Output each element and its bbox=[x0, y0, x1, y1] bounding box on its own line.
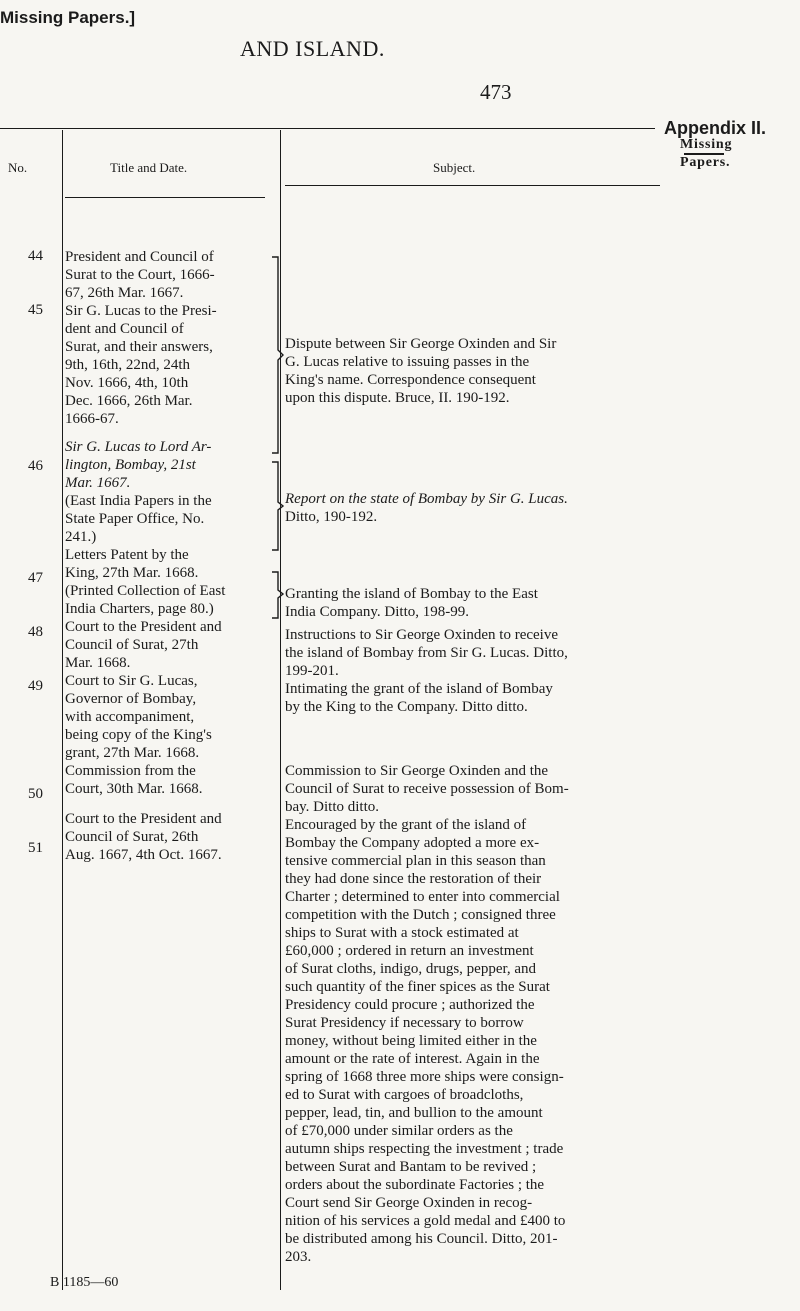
subject-line: 199-201. bbox=[285, 663, 339, 679]
subject-line: Dispute between Sir George Oxinden and Sir bbox=[285, 336, 557, 352]
subject-line: Intimating the grant of the island of Bombay bbox=[285, 681, 553, 697]
title-date-column bbox=[65, 248, 280, 864]
subject-line: spring of 1668 three more ships were consign- bbox=[285, 1069, 564, 1085]
print-signature: B 1185—60 bbox=[50, 1275, 119, 1290]
table-top-rule bbox=[0, 128, 655, 129]
title-line: being copy of the King's bbox=[65, 727, 212, 743]
title-line: Council of Surat, 26th bbox=[65, 829, 199, 845]
entry-number-51: 51 bbox=[28, 840, 43, 856]
subject-line: money, without being limited either in the bbox=[285, 1033, 537, 1049]
subject-line: Commission to Sir George Oxinden and the bbox=[285, 763, 549, 779]
subject-line: Instructions to Sir George Oxinden to receive bbox=[285, 627, 558, 643]
title-line: 241.) bbox=[65, 529, 97, 545]
title-line: King, 27th Mar. 1668. bbox=[65, 565, 199, 581]
title-line: Sir G. Lucas to the Presi- bbox=[65, 303, 217, 319]
entry-number-45: 45 bbox=[28, 302, 43, 318]
section-label-line1: Missing bbox=[680, 137, 733, 152]
subject-line: pepper, lead, tin, and bullion to the amount bbox=[285, 1105, 543, 1121]
title-line: Mar. 1668. bbox=[65, 655, 131, 671]
subject-line: 203. bbox=[285, 1249, 312, 1265]
brace-group-a bbox=[270, 255, 286, 455]
title-line: grant, 27th Mar. 1668. bbox=[65, 745, 200, 761]
section-label-line2: Papers. bbox=[680, 155, 731, 170]
brace-group-c bbox=[270, 570, 286, 620]
brace-group-b bbox=[270, 460, 286, 552]
subject-line: the island of Bombay from Sir G. Lucas. Ditto, bbox=[285, 645, 568, 661]
subject-line: Granting the island of Bombay to the East bbox=[285, 586, 538, 602]
title-line: (East India Papers in the bbox=[65, 493, 212, 509]
title-line: Nov. 1666, 4th, 10th bbox=[65, 375, 189, 391]
running-header-title: AND ISLAND. bbox=[240, 36, 385, 61]
subject-line: ships to Surat with a stock estimated at bbox=[285, 925, 519, 941]
page-number: 473 bbox=[480, 80, 512, 104]
title-line: dent and Council of bbox=[65, 321, 184, 337]
appendix-label: Appendix II. bbox=[664, 118, 767, 138]
subject-entry-50 bbox=[285, 762, 569, 816]
subject-line: by the King to the Company. Ditto ditto. bbox=[285, 699, 528, 715]
entry-number-50: 50 bbox=[28, 786, 43, 802]
title-line: President and Council of bbox=[65, 249, 214, 265]
title-line: Mar. 1667. bbox=[65, 475, 131, 491]
subject-line: amount or the rate of interest. Again in the bbox=[285, 1051, 540, 1067]
subject-line: £60,000 ; ordered in return an investment bbox=[285, 943, 534, 959]
subject-line: India Company. Ditto, 198-99. bbox=[285, 604, 470, 620]
subject-line: G. Lucas relative to issuing passes in the bbox=[285, 354, 530, 370]
entry-number-48: 48 bbox=[28, 624, 43, 640]
subject-line: Council of Surat to receive possession of Bom- bbox=[285, 781, 569, 797]
subject-line: autumn ships respecting the investment ; trade bbox=[285, 1141, 564, 1157]
subject-entry-47 bbox=[285, 585, 538, 621]
subject-line: Report on the state of Bombay by Sir G. Lucas. bbox=[285, 491, 568, 507]
column-header-title: Title and Date. bbox=[110, 160, 188, 175]
subject-line: be distributed among his Council. Ditto, 201- bbox=[285, 1231, 558, 1247]
subject-line: King's name. Correspondence consequent bbox=[285, 372, 536, 388]
column-header-subject: Subject. bbox=[433, 160, 476, 175]
subject-line: nition of his services a gold medal and £400 to bbox=[285, 1213, 566, 1229]
title-line: (Printed Collection of East bbox=[65, 583, 226, 599]
table-header-rule bbox=[65, 197, 265, 198]
title-line: Surat, and their answers, bbox=[65, 339, 213, 355]
subject-line: Charter ; determined to enter into commercial bbox=[285, 889, 560, 905]
column-header-no: No. bbox=[8, 160, 28, 175]
subject-entry-51 bbox=[285, 816, 565, 1266]
subject-line: such quantity of the finer spices as the Surat bbox=[285, 979, 550, 995]
subject-line: of Surat cloths, indigo, drugs, pepper, and bbox=[285, 961, 537, 977]
running-header-left: Missing Papers.] bbox=[0, 8, 136, 27]
column-divider-1 bbox=[62, 130, 63, 1290]
subject-entry-48 bbox=[285, 626, 568, 680]
entry-number-44: 44 bbox=[28, 248, 43, 264]
subject-line: competition with the Dutch ; consigned three bbox=[285, 907, 556, 923]
title-line: Aug. 1667, 4th Oct. 1667. bbox=[65, 847, 222, 863]
title-line: Council of Surat, 27th bbox=[65, 637, 199, 653]
title-line: with accompaniment, bbox=[65, 709, 195, 725]
table-header-rule-right bbox=[285, 185, 660, 186]
title-line: Letters Patent by the bbox=[65, 547, 189, 563]
subject-line: of £70,000 under similar orders as the bbox=[285, 1123, 513, 1139]
title-line: State Paper Office, No. bbox=[65, 511, 205, 527]
subject-line: they had done since the restoration of their bbox=[285, 871, 542, 887]
title-line: India Charters, page 80.) bbox=[65, 601, 214, 617]
title-line: 1666-67. bbox=[65, 411, 119, 427]
title-line: Surat to the Court, 1666- bbox=[65, 267, 215, 283]
subject-entry-49 bbox=[285, 680, 553, 716]
entry-number-47: 47 bbox=[28, 570, 43, 586]
title-line: Court, 30th Mar. 1668. bbox=[65, 781, 203, 797]
title-line: Court to the President and bbox=[65, 811, 222, 827]
subject-line: between Surat and Bantam to be revived ; bbox=[285, 1159, 537, 1175]
subject-line: upon this dispute. Bruce, II. 190-192. bbox=[285, 390, 510, 406]
subject-line: Surat Presidency if necessary to borrow bbox=[285, 1015, 524, 1031]
title-line: 67, 26th Mar. 1667. bbox=[65, 285, 184, 301]
title-line: Commission from the bbox=[65, 763, 196, 779]
title-line: Court to the President and bbox=[65, 619, 222, 635]
subject-line: tensive commercial plan in this season than bbox=[285, 853, 546, 869]
subject-line: Encouraged by the grant of the island of bbox=[285, 817, 527, 833]
title-line: Sir G. Lucas to Lord Ar- bbox=[65, 439, 212, 455]
subject-line: orders about the subordinate Factories ; the bbox=[285, 1177, 545, 1193]
subject-line: Presidency could procure ; authorized the bbox=[285, 997, 535, 1013]
subject-line: ed to Surat with cargoes of broadcloths, bbox=[285, 1087, 524, 1103]
title-line: lington, Bombay, 21st bbox=[65, 457, 196, 473]
subject-entry-44-45 bbox=[285, 335, 556, 407]
title-line: Dec. 1666, 26th Mar. bbox=[65, 393, 193, 409]
title-line: Governor of Bombay, bbox=[65, 691, 197, 707]
entry-number-46: 46 bbox=[28, 458, 43, 474]
entry-number-49: 49 bbox=[28, 678, 43, 694]
subject-line: Bombay the Company adopted a more ex- bbox=[285, 835, 540, 851]
subject-entry-46 bbox=[285, 490, 568, 526]
subject-line: bay. Ditto ditto. bbox=[285, 799, 380, 815]
subject-line: Ditto, 190-192. bbox=[285, 509, 378, 525]
subject-line: Court send Sir George Oxinden in recog- bbox=[285, 1195, 533, 1211]
title-line: 9th, 16th, 22nd, 24th bbox=[65, 357, 191, 373]
title-line: Court to Sir G. Lucas, bbox=[65, 673, 198, 689]
